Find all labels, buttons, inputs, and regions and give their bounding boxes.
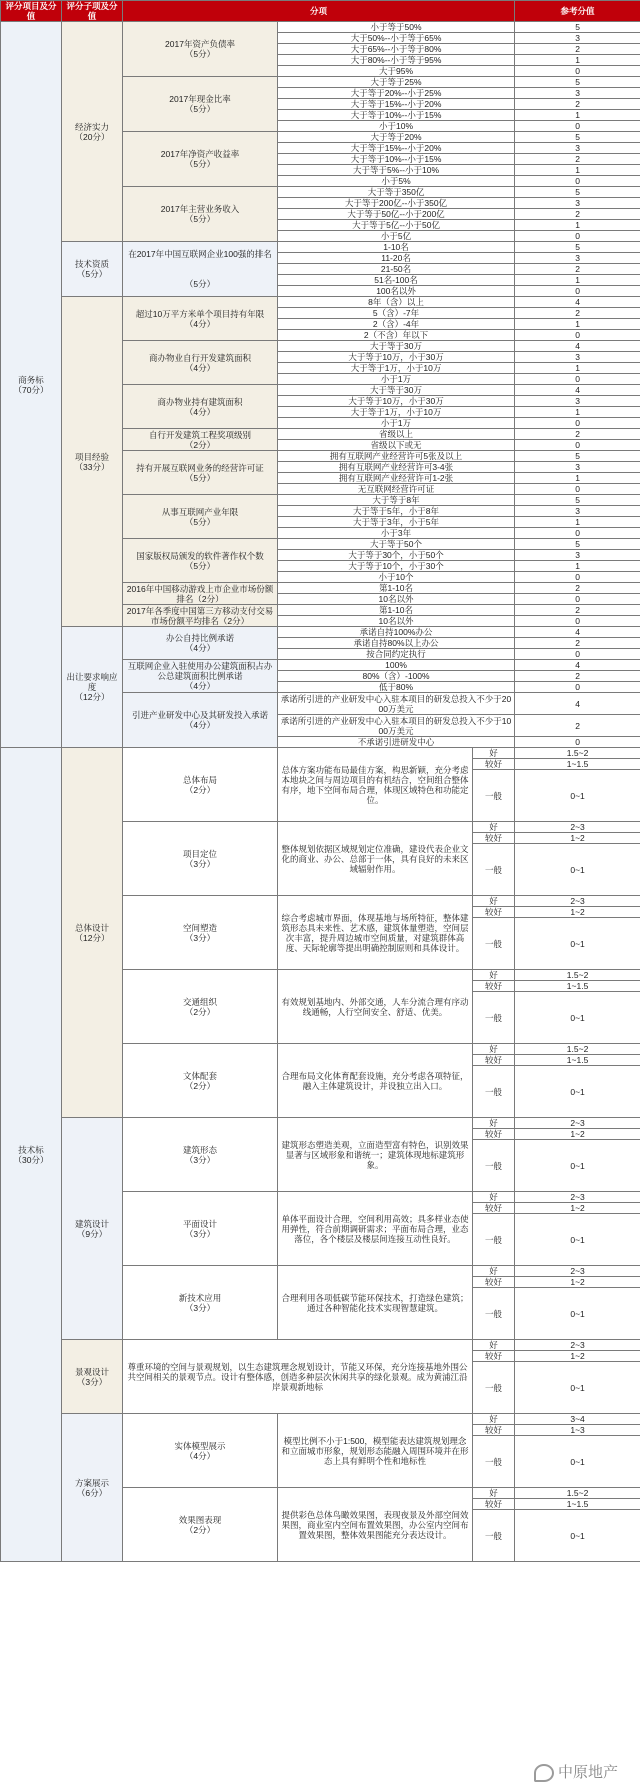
option-cell: 100% xyxy=(278,660,515,671)
score-cell: 0~1 xyxy=(515,1140,640,1192)
score-cell: 0 xyxy=(515,440,640,451)
header-row xyxy=(1,1,640,22)
grade-cell: 一般 xyxy=(473,1510,515,1562)
score-cell: 0 xyxy=(515,286,640,297)
table-row xyxy=(1,1414,640,1425)
option-cell: 承诺所引进的产业研发中心入驻本项目的研发总投入不少于2000万美元 xyxy=(278,693,515,715)
score-cell: 2~3 xyxy=(515,822,640,833)
criterion-cell: 在2017年中国互联网企业100强的排名 （5分） xyxy=(123,242,278,297)
score-cell: 3 xyxy=(515,253,640,264)
score-cell: 0~1 xyxy=(515,1362,640,1414)
table-row xyxy=(1,748,640,759)
score-cell: 2 xyxy=(515,308,640,319)
score-cell: 1~2 xyxy=(515,907,640,918)
option-cell: 大于等于15%--小于20% xyxy=(278,99,515,110)
option-cell: 80%（含）-100% xyxy=(278,671,515,682)
score-cell: 4 xyxy=(515,693,640,715)
score-cell: 2 xyxy=(515,583,640,594)
grade-cell: 一般 xyxy=(473,1288,515,1340)
option-cell: 小于1万 xyxy=(278,374,515,385)
score-cell: 1.5~2 xyxy=(515,748,640,759)
option-cell: 大于等于200亿--小于350亿 xyxy=(278,198,515,209)
criterion-cell: 总体布局 （2分） xyxy=(123,748,278,822)
option-cell: 承诺自持100%办公 xyxy=(278,627,515,638)
option-cell: 大于等于10万，小于30万 xyxy=(278,352,515,363)
grade-cell: 好 xyxy=(473,822,515,833)
option-cell: 10名以外 xyxy=(278,616,515,627)
score-cell: 0 xyxy=(515,737,640,748)
header-score: 参考分值 xyxy=(515,1,640,22)
option-cell: 大于等于10%--小于15% xyxy=(278,110,515,121)
score-cell: 1 xyxy=(515,363,640,374)
option-cell: 大于等于1万，小于10万 xyxy=(278,407,515,418)
score-cell: 0~1 xyxy=(515,992,640,1044)
criterion-cell: 文体配套 （2分） xyxy=(123,1044,278,1118)
criterion-cell: 2016年中国移动游戏上市企业市场份额排名（2分） xyxy=(123,583,278,605)
grade-cell: 一般 xyxy=(473,1436,515,1488)
score-cell: 3 xyxy=(515,88,640,99)
score-cell: 1 xyxy=(515,473,640,484)
score-cell: 0 xyxy=(515,121,640,132)
option-cell: 小于10个 xyxy=(278,572,515,583)
grade-cell: 一般 xyxy=(473,918,515,970)
option-cell: 大于80%--小于等于95% xyxy=(278,55,515,66)
score-cell: 0~1 xyxy=(515,844,640,896)
criterion-cell: 效果图表现 （2分） xyxy=(123,1488,278,1562)
criterion-cell: 持有开展互联网业务的经营许可证 （5分） xyxy=(123,451,278,495)
score-cell: 2~3 xyxy=(515,1266,640,1277)
criterion-cell: 建筑形态 （3分） xyxy=(123,1118,278,1192)
option-cell: 11-20名 xyxy=(278,253,515,264)
description-cell: 合理布局文化体育配套设施，充分考虑各项特征，融入主体建筑设计，并设独立出入口。 xyxy=(278,1044,473,1118)
grade-cell: 较好 xyxy=(473,1351,515,1362)
option-cell: 小于等于50% xyxy=(278,22,515,33)
option-cell: 大于等于20%--小于25% xyxy=(278,88,515,99)
header-category: 评分项目及分值 xyxy=(1,1,62,22)
criterion-cell: 交通组织 （2分） xyxy=(123,970,278,1044)
option-cell: 不承诺引进研发中心 xyxy=(278,737,515,748)
option-cell: 第1-10名 xyxy=(278,605,515,616)
score-cell: 4 xyxy=(515,660,640,671)
score-cell: 1.5~2 xyxy=(515,970,640,981)
score-cell: 3 xyxy=(515,462,640,473)
description-cell: 综合考虑城市界面，体现基地与场所特征，整体建筑形态具未来性、艺术感，建筑体量塑造，空间层次丰富，提升周边城市空间质量，对建筑群体高度、天际轮廓等提出明确控制原则和具体设计。 xyxy=(278,896,473,970)
grade-cell: 较好 xyxy=(473,1055,515,1066)
score-cell: 2~3 xyxy=(515,1118,640,1129)
option-cell: 大于等于10%--小于15% xyxy=(278,154,515,165)
score-cell: 3 xyxy=(515,550,640,561)
score-cell: 0 xyxy=(515,484,640,495)
score-cell: 5 xyxy=(515,187,640,198)
description-cell: 建筑形态塑造美观，立面造型富有特色，识别效果显著与区域形象和谐统一；建筑体现地标建筑形象。 xyxy=(278,1118,473,1192)
score-cell: 0 xyxy=(515,418,640,429)
option-cell: 51名-100名 xyxy=(278,275,515,286)
score-cell: 0 xyxy=(515,616,640,627)
score-cell: 5 xyxy=(515,132,640,143)
score-cell: 0 xyxy=(515,330,640,341)
score-cell: 2 xyxy=(515,429,640,440)
option-cell: 大于等于50个 xyxy=(278,539,515,550)
score-cell: 1.5~2 xyxy=(515,1488,640,1499)
table-row xyxy=(1,627,640,638)
score-cell: 2 xyxy=(515,638,640,649)
score-cell: 2 xyxy=(515,99,640,110)
score-cell: 0~1 xyxy=(515,1436,640,1488)
option-cell: 大于等于3年，小于5年 xyxy=(278,517,515,528)
grade-cell: 较好 xyxy=(473,833,515,844)
score-cell: 1 xyxy=(515,165,640,176)
option-cell: 大于等于5亿--小于50亿 xyxy=(278,220,515,231)
score-cell: 0 xyxy=(515,66,640,77)
score-cell: 0 xyxy=(515,231,640,242)
score-cell: 5 xyxy=(515,451,640,462)
score-cell: 2 xyxy=(515,715,640,737)
grade-cell: 较好 xyxy=(473,759,515,770)
table-row xyxy=(1,297,640,308)
header-option: 分项 xyxy=(123,1,515,22)
score-cell: 2 xyxy=(515,209,640,220)
grade-cell: 好 xyxy=(473,1192,515,1203)
score-cell: 0 xyxy=(515,594,640,605)
score-cell: 1~2 xyxy=(515,833,640,844)
subcategory-cell: 项目经验 （33分） xyxy=(62,297,123,627)
score-cell: 2~3 xyxy=(515,1340,640,1351)
criterion-cell: 实体模型展示 （4分） xyxy=(123,1414,278,1488)
description-cell: 提供彩色总体鸟瞰效果图，表现夜景及外部空间效果图，商业室内空间布置效果图，办公室内空间布置效果图，整体效果图能充分表达设计。 xyxy=(278,1488,473,1562)
score-cell: 0~1 xyxy=(515,1510,640,1562)
score-cell: 2 xyxy=(515,264,640,275)
criterion-cell: 自行开发建筑工程奖项级别 （2分） xyxy=(123,429,278,451)
subcategory-cell: 景观设计 （3分） xyxy=(62,1340,123,1414)
option-cell: 小于10% xyxy=(278,121,515,132)
criterion-cell: 空间塑造 （3分） xyxy=(123,896,278,970)
score-cell: 5 xyxy=(515,242,640,253)
option-cell: 省级以上 xyxy=(278,429,515,440)
score-cell: 0~1 xyxy=(515,1214,640,1266)
grade-cell: 较好 xyxy=(473,907,515,918)
option-cell: 10名以外 xyxy=(278,594,515,605)
score-cell: 2 xyxy=(515,154,640,165)
criterion-cell: 国家版权局颁发的软件著作权个数 （5分） xyxy=(123,539,278,583)
score-cell: 2~3 xyxy=(515,896,640,907)
category-technical: 技术标 （30分） xyxy=(1,748,62,1562)
grade-cell: 好 xyxy=(473,1488,515,1499)
grade-cell: 较好 xyxy=(473,981,515,992)
grade-cell: 好 xyxy=(473,970,515,981)
grade-cell: 较好 xyxy=(473,1203,515,1214)
score-cell: 0 xyxy=(515,682,640,693)
option-cell: 大于等于5%--小于10% xyxy=(278,165,515,176)
score-cell: 1 xyxy=(515,110,640,121)
score-cell: 1 xyxy=(515,319,640,330)
criterion-cell: 新技术应用 （3分） xyxy=(123,1266,278,1340)
grade-cell: 较好 xyxy=(473,1499,515,1510)
score-cell: 1~1.5 xyxy=(515,1055,640,1066)
criterion-cell: 2017年净资产收益率 （5分） xyxy=(123,132,278,187)
table-row xyxy=(1,22,640,33)
score-cell: 1 xyxy=(515,407,640,418)
criterion-cell: 办公自持比例承诺 （4分） xyxy=(123,627,278,660)
score-cell: 1.5~2 xyxy=(515,1044,640,1055)
score-cell: 3~4 xyxy=(515,1414,640,1425)
criterion-cell: 商办物业自行开发建筑面积 （4分） xyxy=(123,341,278,385)
option-cell: 100名以外 xyxy=(278,286,515,297)
option-cell: 大于等于8年 xyxy=(278,495,515,506)
criterion-cell: 引进产业研发中心及其研发投入承诺 （4分） xyxy=(123,693,278,748)
grade-cell: 好 xyxy=(473,1340,515,1351)
option-cell: 承诺所引进的产业研发中心入驻本项目的研发总投入不少于1000万美元 xyxy=(278,715,515,737)
grade-cell: 好 xyxy=(473,1044,515,1055)
description-cell: 尊重环境的空间与景观规划，以生态建筑理念规划设计，节能又环保，充分连接基地外围公共空间相关的景观节点。设计有整体感，创造多种层次休闲共享的绿化景观。成为黄浦江沿岸景观新地标 xyxy=(123,1340,473,1414)
score-cell: 1~1.5 xyxy=(515,1499,640,1510)
score-cell: 1 xyxy=(515,220,640,231)
option-cell: 低于80% xyxy=(278,682,515,693)
subcategory-cell: 技术资质 （5分） xyxy=(62,242,123,297)
option-cell: 大于等于350亿 xyxy=(278,187,515,198)
option-cell: 拥有互联网产业经营许可5张及以上 xyxy=(278,451,515,462)
header-subitem: 评分子项及分值 xyxy=(62,1,123,22)
grade-cell: 一般 xyxy=(473,1214,515,1266)
score-cell: 3 xyxy=(515,506,640,517)
option-cell: 大于等于10个，小于30个 xyxy=(278,561,515,572)
score-cell: 4 xyxy=(515,385,640,396)
grade-cell: 一般 xyxy=(473,844,515,896)
grade-cell: 好 xyxy=(473,896,515,907)
option-cell: 大于等于5年，小于8年 xyxy=(278,506,515,517)
score-cell: 5 xyxy=(515,22,640,33)
criterion-cell: 项目定位 （3分） xyxy=(123,822,278,896)
score-cell: 0 xyxy=(515,572,640,583)
score-cell: 1~2 xyxy=(515,1351,640,1362)
option-cell: 2（含）-4年 xyxy=(278,319,515,330)
grade-cell: 一般 xyxy=(473,992,515,1044)
option-cell: 大于等于30万 xyxy=(278,341,515,352)
grade-cell: 一般 xyxy=(473,770,515,822)
option-cell: 大于等于30万 xyxy=(278,385,515,396)
description-cell: 模型比例不小于1:500，模型能表达建筑规划理念和立面城市形象，规划形态能融入周围环境并在形态上具有鲜明个性和地标性 xyxy=(278,1414,473,1488)
score-cell: 1 xyxy=(515,561,640,572)
wechat-icon xyxy=(534,1764,554,1782)
subcategory-cell: 方案展示 （6分） xyxy=(62,1414,123,1562)
score-cell: 0~1 xyxy=(515,918,640,970)
criterion-cell: 平面设计 （3分） xyxy=(123,1192,278,1266)
score-cell: 1 xyxy=(515,517,640,528)
score-cell: 3 xyxy=(515,143,640,154)
table-row xyxy=(1,1118,640,1129)
subcategory-cell: 建筑设计 （9分） xyxy=(62,1118,123,1340)
option-cell: 大于等于20% xyxy=(278,132,515,143)
score-cell: 5 xyxy=(515,539,640,550)
score-cell: 2~3 xyxy=(515,1192,640,1203)
option-cell: 大于等于1万，小于10万 xyxy=(278,363,515,374)
option-cell: 省级以下或无 xyxy=(278,440,515,451)
category-business: 商务标 （70分） xyxy=(1,22,62,748)
grade-cell: 一般 xyxy=(473,1066,515,1118)
description-cell: 合理利用各项低碳节能环保技术，打造绿色建筑；通过各种智能化技术实现智慧建筑。 xyxy=(278,1266,473,1340)
criterion-cell: 2017年各季度中国第三方移动支付交易市场份额平均排名（2分） xyxy=(123,605,278,627)
score-cell: 0 xyxy=(515,528,640,539)
score-cell: 4 xyxy=(515,341,640,352)
score-cell: 2 xyxy=(515,44,640,55)
option-cell: 小于5% xyxy=(278,176,515,187)
grade-cell: 较好 xyxy=(473,1129,515,1140)
score-cell: 2 xyxy=(515,605,640,616)
score-cell: 0~1 xyxy=(515,770,640,822)
score-cell: 4 xyxy=(515,627,640,638)
score-cell: 0 xyxy=(515,649,640,660)
option-cell: 2（不含）年以下 xyxy=(278,330,515,341)
grade-cell: 较好 xyxy=(473,1425,515,1436)
description-cell: 有效规划基地内、外部交通，人车分流合理有序动线通畅，人行空间安全、舒适、优美。 xyxy=(278,970,473,1044)
score-cell: 3 xyxy=(515,352,640,363)
criterion-cell: 从事互联网产业年限 （5分） xyxy=(123,495,278,539)
score-cell: 1~2 xyxy=(515,1203,640,1214)
grade-cell: 好 xyxy=(473,1118,515,1129)
score-cell: 1~3 xyxy=(515,1425,640,1436)
criterion-cell: 超过10万平方米单个项目持有年限 （4分） xyxy=(123,297,278,341)
option-cell: 大于等于50亿--小于200亿 xyxy=(278,209,515,220)
option-cell: 大于等于30个，小于50个 xyxy=(278,550,515,561)
criterion-cell: 2017年资产负债率 （5分） xyxy=(123,22,278,77)
grade-cell: 好 xyxy=(473,1414,515,1425)
score-cell: 3 xyxy=(515,396,640,407)
criterion-cell: 2017年现金比率 （5分） xyxy=(123,77,278,132)
option-cell: 无互联网经营许可证 xyxy=(278,484,515,495)
grade-cell: 好 xyxy=(473,748,515,759)
table-row xyxy=(1,242,640,253)
option-cell: 大于95% xyxy=(278,66,515,77)
option-cell: 小于3年 xyxy=(278,528,515,539)
option-cell: 大于65%--小于等于80% xyxy=(278,44,515,55)
score-cell: 0~1 xyxy=(515,1066,640,1118)
score-cell: 5 xyxy=(515,77,640,88)
option-cell: 小于1万 xyxy=(278,418,515,429)
watermark: 中原地产 xyxy=(534,1761,618,1782)
option-cell: 1-10名 xyxy=(278,242,515,253)
grade-cell: 较好 xyxy=(473,1277,515,1288)
score-cell: 0~1 xyxy=(515,1288,640,1340)
option-cell: 大于50%--小于等于65% xyxy=(278,33,515,44)
option-cell: 承诺自持80%以上办公 xyxy=(278,638,515,649)
score-cell: 1~2 xyxy=(515,1277,640,1288)
subcategory-cell: 经济实力 （20分） xyxy=(62,22,123,242)
grade-cell: 一般 xyxy=(473,1140,515,1192)
description-cell: 整体规划依据区域规划定位准确，建设代表企业文化的商业、办公、总部于一体，具有良好的未来区域辐射作用。 xyxy=(278,822,473,896)
grade-cell: 一般 xyxy=(473,1362,515,1414)
criterion-cell: 互联网企业入驻使用办公建筑面积占办公总建筑面积比例承诺 （4分） xyxy=(123,660,278,693)
criterion-cell: 商办物业持有建筑面积 （4分） xyxy=(123,385,278,429)
option-cell: 8年（含）以上 xyxy=(278,297,515,308)
option-cell: 大于等于10万，小于30万 xyxy=(278,396,515,407)
option-cell: 21-50名 xyxy=(278,264,515,275)
score-cell: 4 xyxy=(515,297,640,308)
option-cell: 拥有互联网产业经营许可3-4张 xyxy=(278,462,515,473)
option-cell: 大于等于25% xyxy=(278,77,515,88)
option-cell: 大于等于15%--小于20% xyxy=(278,143,515,154)
score-cell: 1~1.5 xyxy=(515,981,640,992)
description-cell: 总体方案功能布局最佳方案，构思新颖，充分考虑本地块之间与周边项目的有机结合，空间组合整体有序，地下空间布局合理，体现区域特色和功能定位。 xyxy=(278,748,473,822)
option-cell: 小于5亿 xyxy=(278,231,515,242)
subcategory-cell: 出让要求响应度 （12分） xyxy=(62,627,123,748)
subcategory-cell: 总体设计 （12分） xyxy=(62,748,123,1118)
score-cell: 2 xyxy=(515,671,640,682)
table-row xyxy=(1,1340,640,1351)
score-cell: 1~2 xyxy=(515,1129,640,1140)
score-cell: 1~1.5 xyxy=(515,759,640,770)
grade-cell: 好 xyxy=(473,1266,515,1277)
criterion-cell: 2017年主营业务收入 （5分） xyxy=(123,187,278,242)
score-cell: 3 xyxy=(515,198,640,209)
option-cell: 拥有互联网产业经营许可1-2张 xyxy=(278,473,515,484)
score-cell: 5 xyxy=(515,495,640,506)
score-cell: 0 xyxy=(515,176,640,187)
score-cell: 0 xyxy=(515,374,640,385)
score-cell: 1 xyxy=(515,275,640,286)
score-cell: 3 xyxy=(515,33,640,44)
option-cell: 按合同约定执行 xyxy=(278,649,515,660)
score-cell: 1 xyxy=(515,55,640,66)
option-cell: 5（含）-7年 xyxy=(278,308,515,319)
description-cell: 单体平面设计合理，空间利用高效；具多样业态使用弹性，符合前期调研需求；平面布局合理，业态落位，各个楼层及楼层间连接互动性良好。 xyxy=(278,1192,473,1266)
option-cell: 第1-10名 xyxy=(278,583,515,594)
